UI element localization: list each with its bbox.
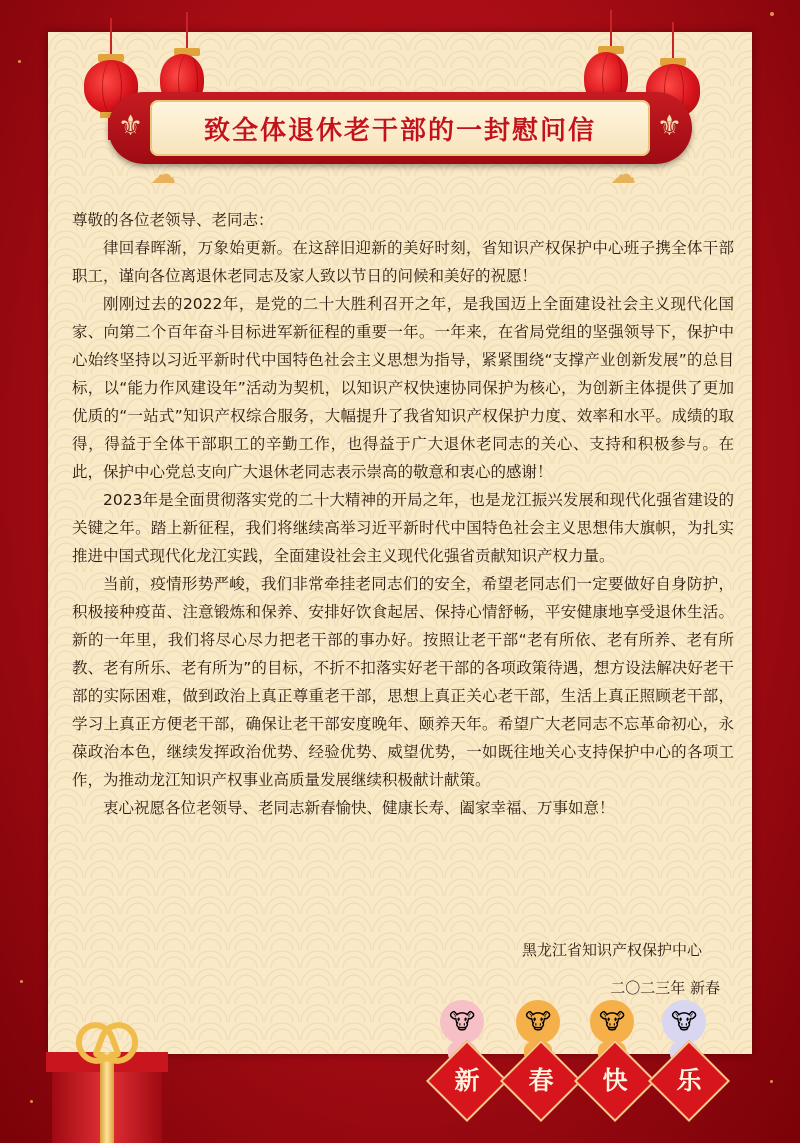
greeting-char: 春: [528, 1066, 554, 1095]
fleur-icon: ⚜: [118, 109, 144, 142]
sparkle: [20, 980, 23, 983]
greeting-char: 快: [602, 1066, 628, 1095]
title-plate: [150, 100, 650, 156]
sparkle: [18, 60, 21, 63]
paragraph: 律回春晖渐，万象始更新。在这辞旧迎新的美好时刻，省知识产权保护中心班子携全体干部职工，谨向各位离退休老同志及家人致以节日的问候和美好的祝愿！: [72, 239, 734, 285]
page-title: 致全体退休老干部的一封慰问信: [203, 115, 596, 146]
fleur-icon: ⚜: [656, 109, 682, 142]
sparkle: [770, 12, 774, 16]
greeting-char: 乐: [676, 1066, 702, 1095]
gift-box-icon: [52, 1030, 162, 1143]
ox-mascot-icon: 🐮: [590, 1000, 634, 1044]
cloud-icon: ☁: [610, 160, 636, 190]
greeting-char: 新: [454, 1066, 480, 1095]
letter-body: [72, 206, 734, 822]
signature-date: 二〇二三年 新春: [610, 979, 720, 997]
closing-wish: 衷心祝愿各位老领导、老同志新春愉快、健康长寿、阖家幸福、万事如意！: [103, 799, 615, 817]
paragraph: 当前，疫情形势严峻，我们非常牵挂老同志们的安全，希望老同志们一定要做好自身防护，积极接种疫苗、注意锻炼和保养、安排好饮食起居、保持心情舒畅，平安健康地享受退休生活。新的一年里，我们将尽心尽力把老干部的事办好。按照让老干部“老有所依、老有所养、老有所教、老有所乐、老有所为”的目标，不折不扣落实好老干部的各项政策待遇，想方设法解决好老干部的实际困难，做到政治上真正尊重老干部，思想上真正关心老干部，生活上真正照顾老干部，学习上真正方便老干部，确保让老干部安度晚年、颐养天年。希望广大老同志不忘革命初心，永葆政治本色，继续发挥政治优势、经验优势、威望优势，一如既往地关心支持保护中心的各项工作，为推动龙江知识产权事业高质量发展继续积极献计献策。: [72, 575, 734, 789]
ox-mascot-icon: 🐮: [662, 1000, 706, 1044]
ox-mascot-icon: 🐮: [516, 1000, 560, 1044]
ox-mascot-icon: 🐮: [440, 1000, 484, 1044]
sparkle: [770, 1080, 773, 1083]
sparkle: [30, 1100, 33, 1103]
paragraph: 2023年是全面贯彻落实党的二十大精神的开局之年，也是龙江振兴发展和现代化强省建设的关键之年。踏上新征程，我们将继续高举习近平新时代中国特色社会主义思想伟大旗帜，为扎实推进中国式现代化龙江实践，全面建设社会主义现代化强省贡献知识产权力量。: [72, 491, 734, 565]
cloud-icon: ☁: [150, 160, 176, 190]
title-banner: [108, 92, 692, 164]
signature-block: [521, 936, 720, 1002]
paragraph: 刚刚过去的2022年，是党的二十大胜利召开之年，是我国迈上全面建设社会主义现代化国家、向第二个百年奋斗目标进军新征程的重要一年。一年来，在省局党组的坚强领导下，保护中心始终坚持以习近平新时代中国特色社会主义思想为指导，紧紧围绕“支撑产业创新发展”的总目标，以“能力作风建设年”活动为契机，以知识产权快速协同保护为核心，为创新主体提供了更加优质的“一站式”知识产权综合服务，大幅提升了我省知识产权保护力度、效率和水平。成绩的取得，得益于全体干部职工的辛勤工作，也得益于广大退休老同志的关心、支持和积极参与。在此，保护中心党总支向广大退休老同志表示崇高的敬意和衷心的感谢！: [72, 295, 734, 481]
signature-org: 黑龙江省知识产权保护中心: [521, 941, 702, 959]
salutation: 尊敬的各位老领导、老同志：: [72, 211, 274, 229]
